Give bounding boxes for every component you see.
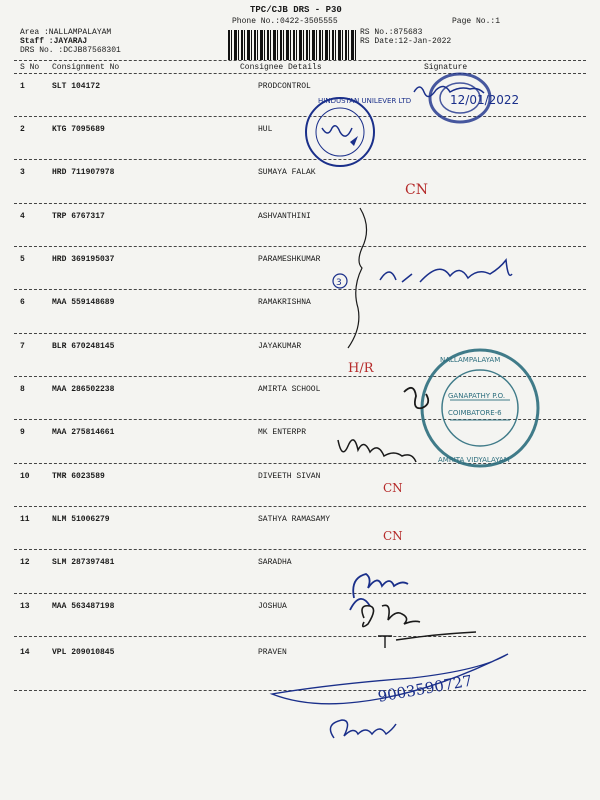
row-consignee: HUL [258,125,273,134]
row-sno: 8 [20,385,25,394]
signature-row5 [380,260,512,282]
row-consignee: SATHYA RAMASAMY [258,515,331,524]
row-sno: 14 [20,648,30,657]
row-sno: 10 [20,472,30,481]
row-consignee: PARAMESHKUMAR [258,255,321,264]
signature-row13 [362,605,420,626]
cn-mark: CN [383,481,403,495]
row1-date-text: 12/01/2022 [450,93,520,107]
row-sno: 13 [20,602,30,611]
amrita-stamp-mid1: GANAPATHY P.O. [448,392,506,400]
amrita-school-stamp [422,350,538,466]
row-consignment: KTG 7095689 [52,125,105,134]
row-sno: 3 [20,168,25,177]
amrita-stamp-mid2: COIMBATORE-6 [448,409,502,417]
rs-date: RS Date:12-Jan-2022 [360,37,452,46]
area-label: Area :NALLAMPALAYAM [20,28,112,37]
row-sno: 12 [20,558,30,567]
row-consignment: MAA 286502238 [52,385,115,394]
row-consignment: HRD 369195037 [52,255,115,264]
row-consignment: BLR 670248145 [52,342,115,351]
amrita-stamp-side: AMRITA VIDYALAYAM [438,456,510,464]
row-consignee: MK ENTERPR [258,428,307,437]
row-consignee: SARADHA [258,558,292,567]
row-consignment: SLT 104172 [52,82,101,91]
sheet-title: TPC/CJB DRS - P30 [250,5,342,15]
circled-number-text: 3 [336,278,342,288]
row-sno: 6 [20,298,25,307]
signature-row13-number [378,632,476,648]
hul-stamp-text: HINDUSTAN UNILEVER LTD [318,97,412,105]
drs-number: DRS No. :DCJB87568301 [20,46,121,55]
row-consignee: JAYAKUMAR [258,342,302,351]
row-consignment: VPL 209010845 [52,648,115,657]
row-sno: 9 [20,428,25,437]
signature-row14-name [330,720,396,738]
row-sno: 5 [20,255,25,264]
hul-company-stamp [306,98,374,166]
row-consignee: PRODCONTROL [258,82,311,91]
row-consignment: TMR 6023589 [52,472,105,481]
row-consignment: MAA 275814661 [52,428,115,437]
row-consignment: TRP 6767317 [52,212,105,221]
col-signature: Signature [424,63,468,72]
hr-mark: H/R [348,361,374,376]
row-consignee: JOSHUA [258,602,287,611]
row-consignee: SUMAYA FALAK [258,168,316,177]
signature-row9 [338,440,416,462]
row-consignee: RAMAKRISHNA [258,298,311,307]
row-consignment: NLM 51006279 [52,515,110,524]
row-sno: 2 [20,125,25,134]
rs-number: RS No.:875683 [360,28,423,37]
handwritten-phone: 9003590727 [376,671,474,706]
row-consignment: MAA 559148689 [52,298,115,307]
row-consignment: MAA 563487198 [52,602,115,611]
row-consignee: AMIRTA SCHOOL [258,385,321,394]
col-sno: S No [20,63,40,72]
page-number: Page No.:1 [452,17,501,26]
phone-number: Phone No.:0422-3505555 [232,17,338,26]
row-sno: 4 [20,212,25,221]
row-consignee: PRAVEN [258,648,287,657]
row-consignment: SLM 287397481 [52,558,115,567]
signature-row12 [350,574,408,610]
col-consignee: Consignee Details [240,63,322,72]
row-sno: 11 [20,515,30,524]
col-consignment: Consignment No [52,63,120,72]
bracket-mark [348,208,367,348]
row-consignee: ASHVANTHINI [258,212,311,221]
staff-label: Staff :JAYARAJ [20,37,88,46]
cn-mark: CN [383,529,403,543]
row-consignment: HRD 711907978 [52,168,115,177]
cn-mark: CN [405,182,428,198]
row-sno: 7 [20,342,25,351]
amrita-stamp-top: NALLAMPALAYAM [440,356,501,364]
row-consignee: DIVEETH SIVAN [258,472,321,481]
row-sno: 1 [20,82,25,91]
